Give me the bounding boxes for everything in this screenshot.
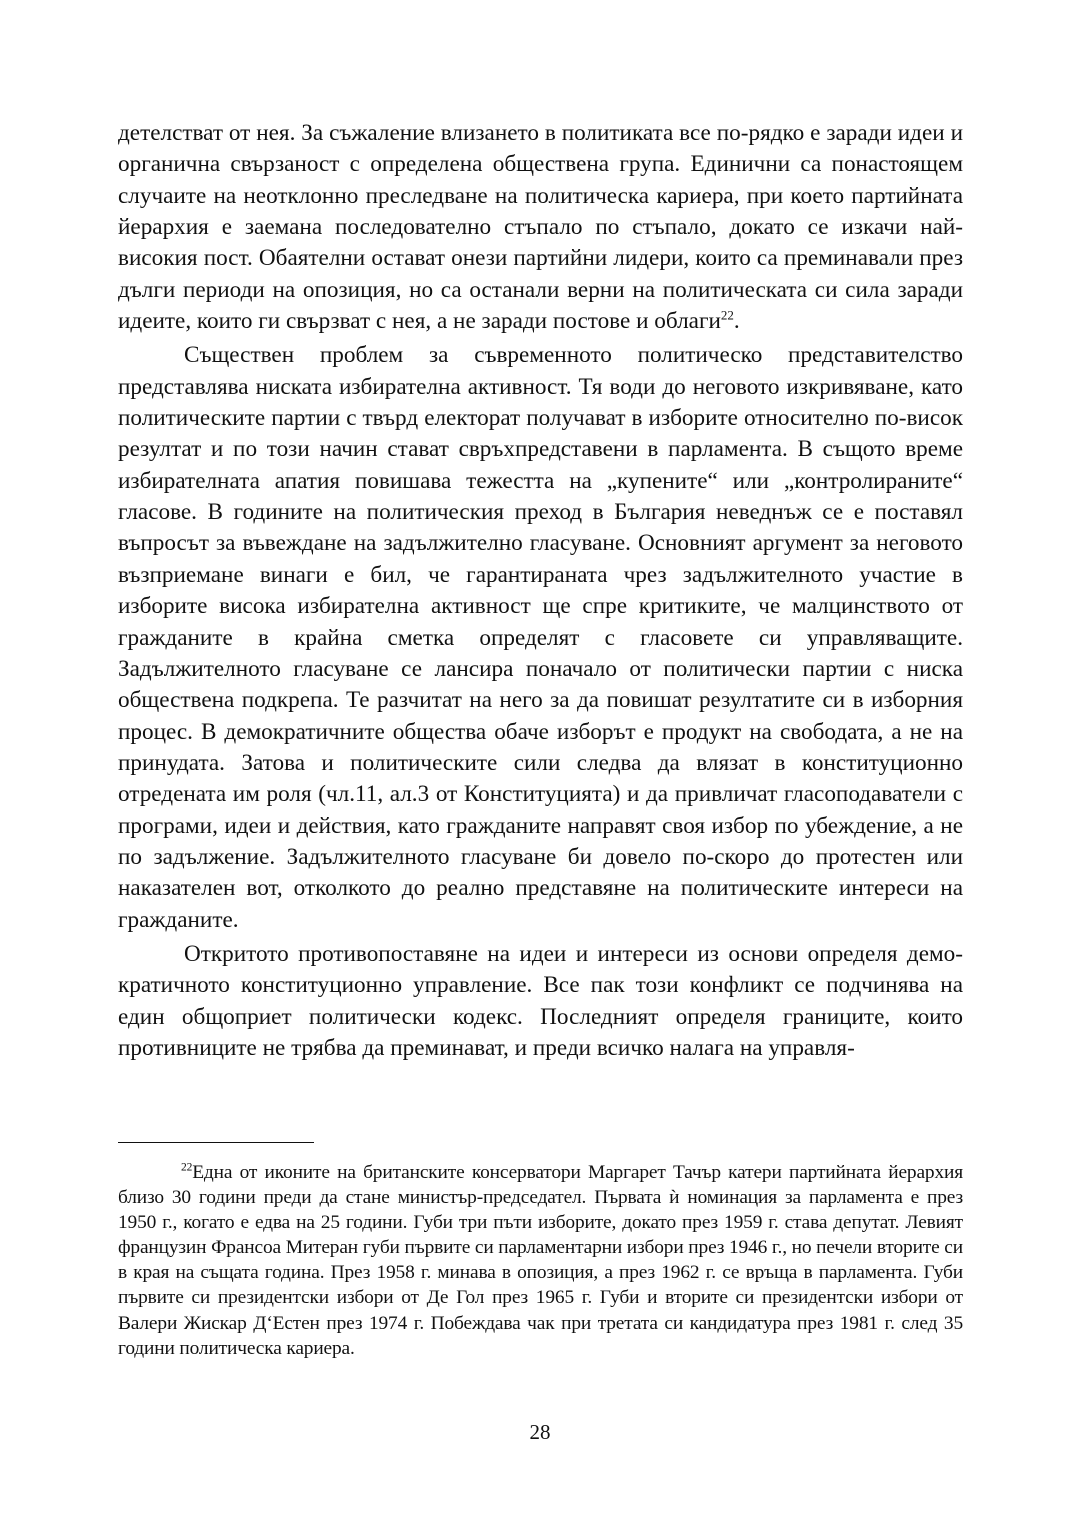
page-number: 28 xyxy=(529,1420,551,1444)
footnote-number: 22 xyxy=(181,1161,193,1174)
paragraph-2: Съществен проблем за съвременното политическо представителство представлява ниската избирателна активност. Тя води до неговото изкривяване, като политическите партии с твърд електорат получават в изборите относително по-висок резултат и по този начин стават свръхпредставени в парламента. В същото време избирателната апатия повишава тежестта на „купените“ или „контролираните“ гласове. В годините на политическия преход в България неведнъж се е поставял въпросът за въвеждане на задължително гласуване. Основният аргумент за неговото възприемане винаги е бил, че гарантираната чрез задължителното участие в изборите висока избирателна активност ще спре критиките, че малцинството от гражданите в крайна сметка определят с гласовете си управляващите. Задължителното гласуване се лансира поначало от политически партии с ниска обществена подкрепа. Те разчитат на него за да повишат резултатите си в изборния процес. В демократичните общества обаче изборът е продукт на свободата, а не на принудата. Затова и политическите сили следва да влязат в конституционно отредената им роля (чл.11, ал.3 от Конституцията) и да привличат гласоподаватели с програми, идеи и действия, като гражданите направят своя избор по убеждение, а не по задължение. Задължителното гласуване би довело по-скоро до протестен или наказателен вот, отколкото до реално представяне на политическите интереси на гражданите. xyxy=(118,342,963,933)
main-content xyxy=(118,118,963,1064)
footnote-reference: 22 xyxy=(720,307,734,323)
footnote-separator xyxy=(118,1142,314,1143)
footnote xyxy=(118,1160,963,1361)
paragraph-1-tail: . xyxy=(733,308,740,335)
paragraph-1-text: детелстват от нея. За съжаление влизането в политиката все по-рядко е заради идеи и органична свързаност с определена обществена група. Единични са понастоящем случаите на неотклонно преследване на политическа кариера, при което партийната йерархия е заемана последователно стъпало по стъпало, докато се изкачи най-високия пост. Обаятелни остават онези партийни лидери, които са преминавали през дълги периоди на опозиция, но са останали верни на политическата си сила заради идеите, които ги свързват с нея, а не заради постове и облаги xyxy=(118,120,963,335)
footnote-text: Една от иконите на британските консерватори Маргарет Тачър катери партийната йерархия близо 30 години преди да стане министър-председател. Първата ѝ номинация за парламента е през 1950 г., когато е едва на 25 години. Губи три пъти изборите, докато през 1959 г. става депутат. Левият французин Франсоа Митеран губи първите си парламентарни избори през 1946 г., но печели вторите си в края на същата година. През 1958 г. минава в опозиция, а през 1962 г. се връща в парламента. Губи първите си президентски избори от Де Гол през 1965 г. Губи и вторите си президентски избори от Валери Жискар Д‘Естен през 1974 г. Побеждава чак при третата си кандидатура през 1981 г. след 35 години политическа кариера. xyxy=(118,1162,963,1359)
paragraph-3: Откритото противопоставяне на идеи и интереси из основи определя демократичното конституционно управление. Все пак този конфликт се подчинява на един общоприет политически кодекс. Последният определя границите, които противниците не трябва да преминават, и преди всичко налага на управля- xyxy=(118,940,963,1061)
footnote-22 xyxy=(118,1160,963,1361)
body-text xyxy=(118,118,963,1064)
paragraph-1 xyxy=(118,118,963,337)
